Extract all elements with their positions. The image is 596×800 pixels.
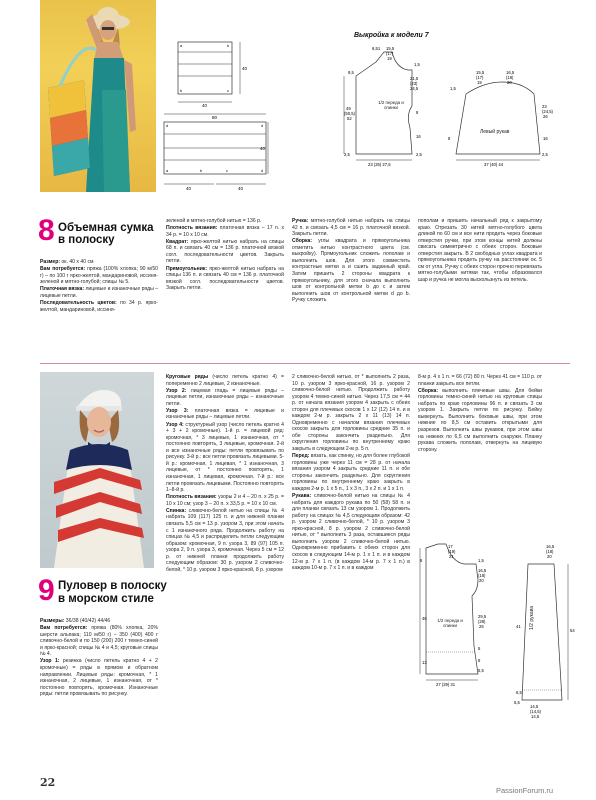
p9-sleeve-dim-0: 16,5 bbox=[546, 544, 555, 549]
model-8-photo bbox=[40, 0, 156, 192]
p7-sleeve-dim-4: (18) bbox=[506, 75, 514, 80]
p7-sleeve-dim-5: 20 bbox=[507, 80, 512, 85]
p7-front-dim-11: 52 bbox=[347, 116, 352, 121]
p7-sleeve-dim-8: (24,5) bbox=[542, 109, 553, 114]
model-8-title-line1: Объемная сумка bbox=[58, 222, 154, 234]
model-9-col4-paragraph-heading: Сборка: bbox=[418, 387, 439, 394]
model-9-col1-paragraph-text: 36/38 (40/42) 44/46 bbox=[64, 618, 111, 624]
model-9-col2-paragraph bbox=[166, 388, 284, 408]
model-8-col4-paragraph bbox=[418, 218, 542, 283]
model-9-col3-paragraph-text: вязать, как спинку, но для более глубокой горловины уже через 11 см = 28 р. от начала вязания узором 4 закрыть средние 11 п. и обе стороны закончить раздельно. Для скругления горловины по внутреннему краю закрыть в каждом 2-м р. 1 х 5 п., 1 х 3 п., 3 х 2 п. и 1 х 1 п. bbox=[292, 453, 410, 492]
page-number: 22 bbox=[40, 776, 56, 789]
model-9-col2-paragraph bbox=[166, 408, 284, 421]
p7-sleeve-dim-13: 8 bbox=[448, 136, 451, 141]
model-8-col2-paragraph-text: зеленой и мятно-голубой нитью = 136 р. bbox=[166, 218, 262, 224]
p9-front-dim-3: 6 bbox=[420, 558, 423, 563]
p7-sleeve-dim-9: 26 bbox=[543, 114, 548, 119]
model-8-col1-paragraph-text: лицевые и изнаночные ряды – лицевые петли. bbox=[40, 286, 158, 299]
p7-front-label: 1/2 переда и спинки bbox=[378, 100, 404, 110]
model-8-col1-paragraph bbox=[40, 266, 158, 286]
p9-front-dim-12: 5 bbox=[478, 646, 481, 651]
p9-front-dim-5: 16,5 bbox=[478, 568, 487, 573]
model-9-col1-paragraph-heading: Размеры: bbox=[40, 618, 65, 624]
p7-front-dim-9: 49 bbox=[346, 106, 351, 111]
model-9-title-line2: в морском стиле bbox=[58, 593, 154, 605]
model-8-col2-paragraph-text: ярко-желтой нитью набрать на спицы 136 п. и связать 40 см = 136 р. платочной вязкой согл. последовательности цветов. Закрыть петли. bbox=[166, 265, 284, 292]
p9-front-label bbox=[436, 618, 464, 628]
bag-mark-b3: b bbox=[200, 169, 203, 173]
pattern-7-title: Выкройка к модели 7 bbox=[354, 32, 429, 39]
bag-mark-a2: a bbox=[166, 169, 169, 173]
model-9-col4-paragraph bbox=[418, 374, 542, 387]
pattern-7-diagram bbox=[334, 42, 574, 182]
p7-front-dim-10: (50,5) bbox=[344, 111, 355, 116]
p9-sleeve-dim-9: 14,5 bbox=[531, 714, 540, 719]
model-8-number: 8 bbox=[38, 214, 55, 247]
model-9-col2-paragraph bbox=[166, 508, 284, 573]
p7-sleeve-dim-12: 37 (40) 44 bbox=[484, 162, 504, 167]
model-9-col3-paragraph bbox=[292, 493, 410, 572]
model-8-col2-paragraph-text: ярко-желтой нитью набрать на спицы 68 п. и связать 40 см = 136 р. платочной вязкой согл. последовательности цветов. Закрыть петли. bbox=[166, 238, 284, 265]
bag-mark-a1: a bbox=[180, 44, 183, 48]
p9-front-dim-9: 29,5 bbox=[478, 614, 487, 619]
bag-rect-height: 40 bbox=[260, 146, 266, 151]
p9-sleeve-dim-2: 20 bbox=[547, 554, 552, 559]
model-9-text-col4 bbox=[418, 374, 542, 534]
p7-sleeve-dim-10: 16 bbox=[543, 136, 548, 141]
model-8-col2-paragraph-heading: Квадрат: bbox=[166, 238, 189, 245]
p9-front-dim-13: 13 bbox=[422, 660, 427, 665]
p9-front-dim-2: 21 bbox=[449, 554, 454, 559]
model-8-col1-paragraph-text: по 34 р. ярко-желтой, мандариновой, иссиня- bbox=[40, 300, 158, 313]
p9-sleeve-dim-6: 5,5 bbox=[514, 700, 520, 705]
model-9-col2-paragraph-text: узоры 2 и 4 – 20 п. х 25 р. = 10 х 10 см; узор 3 – 20 п. х 33,5 р. = 10 х 10 см. bbox=[166, 494, 284, 507]
model-9-col1-paragraph-text: пряжа (80% хлопка, 20% шерсти альпака; 110 м/50 г) – 350 (400) 400 г сливочно-белой и по 150 (200) 200 г темно-синей и ярко-красной; спицы № 4 и 4,5; круговые спицы № 4. bbox=[40, 625, 158, 658]
p7-front-dim-13: 16 bbox=[416, 134, 421, 139]
model-8-text-col2 bbox=[166, 218, 284, 342]
p9-sleeve-dim-5: 6,5 bbox=[516, 690, 522, 695]
model-8-col2-paragraph bbox=[166, 266, 284, 292]
bag-mark-b2: b bbox=[180, 89, 183, 93]
model-8-col1-paragraph-text: ок. 40 х 40 см bbox=[60, 259, 94, 265]
model-8-col1-paragraph-heading: Платочная вязка: bbox=[40, 286, 85, 293]
p7-sleeve-dim-6: 1,5 bbox=[450, 86, 456, 91]
p9-front-dim-6: (18) bbox=[478, 573, 486, 578]
bag-bottom-left: 40 bbox=[186, 186, 192, 191]
model-8-col2-paragraph-heading: Плотность вязания: bbox=[166, 225, 218, 232]
model-8-col2-paragraph-text: платочная вязка – 17 п. х 34 р. = 10 х 10 см. bbox=[166, 225, 284, 238]
p9-front-dim-0: 17 bbox=[448, 544, 453, 549]
model-8-text-col1 bbox=[40, 259, 158, 341]
model-9-col2-paragraph-text: структурный узор (число петель кратно 4 + 3 + 2 кромочные). 1-й р. = лицевой ряд: кромочная, * 3 лицевые, 1 изнаночная, от * постоянно повторять, 3 лицевые, кромочная. 2-й и все изнаночные ряды: петли провязывать по рисунку. 3-й р.: все петли провязать лицевыми. 5-й р.: кромочная, 1 лицевая, * 1 изнаночная, 3 лицевые, от * постоянно повторять, 1 изнаночная, 1 лицевая, кромочная. 7-й р.: все петли провязать лицевыми. Постоянно повторять 1–8-й р. bbox=[166, 421, 284, 494]
model-8-col3-paragraph-heading: Ручка: bbox=[292, 218, 309, 224]
model-9-text-col2 bbox=[166, 374, 284, 774]
p7-front-dim-12: 8 bbox=[416, 110, 419, 115]
p7-sleeve-dim-2: 19 bbox=[477, 80, 482, 85]
model-9-text-col1 bbox=[40, 618, 158, 774]
p9-sleeve-dim-7: 14,5 bbox=[530, 704, 539, 709]
p7-sleeve-dim-7: 23 bbox=[542, 104, 547, 109]
pattern-9-diagram bbox=[418, 540, 578, 770]
model-9-col3-paragraph-text: 2 сливочно-белой нитью, от * выполнить 2 раза, 10 р. узором 3 ярко-красной, 16 р. узором 2 сливочно-белой нитью. Продолжить работу узором 4 темно-синей нитью. Через 17,5 см = 44 р. от начала вязания узором 4 закрыть с обеих сторон для плечевых скосов 1 х 12 (12) 14 п. и в каждом 2-м р. закрыть 2 х 11 (13) 14 п. Одновременно с началом вязания плечевых скосов закрыть для горловины средние 35 п. и обе стороны закончить раздельно. Для скругления горловины по внутреннему краю закрыть в следующем 2-м р. 5 п. bbox=[292, 374, 410, 453]
p9-front-dim-10: (28) bbox=[478, 619, 486, 624]
model-8-col2-paragraph bbox=[166, 225, 284, 238]
model-8-col1-paragraph bbox=[40, 286, 158, 299]
model-8-col3-paragraph bbox=[292, 238, 410, 303]
bag-mark-d1: d bbox=[166, 124, 169, 128]
p7-sleeve-dim-11: 2,5 bbox=[542, 152, 548, 157]
p9-front-dim-16: 27 (29) 31 bbox=[436, 682, 456, 687]
model-9-text-col3 bbox=[292, 374, 410, 774]
p7-front-dim-1: 15,5 bbox=[386, 46, 395, 51]
p7-front-label-text bbox=[374, 100, 408, 110]
p7-front-dim-7: (23) bbox=[410, 81, 418, 86]
p9-front-dim-4: 1,5 bbox=[478, 558, 484, 563]
model-9-col2-paragraph bbox=[166, 374, 284, 387]
bag-square-height: 40 bbox=[242, 66, 248, 71]
model-9-col2-paragraph-heading: Круговые ряды bbox=[166, 374, 209, 380]
model-9-col2-paragraph-text: (число петель кратно 4) = попеременно 2 лицевые, 2 изнаночные. bbox=[166, 374, 284, 387]
p7-front-dim-16: 23 (25) 27,5 bbox=[368, 162, 391, 167]
model-8-title-line2: в полоску bbox=[58, 234, 115, 246]
p7-front-dim-3: 19 bbox=[387, 56, 392, 61]
model-9-col2-paragraph-heading: Узор 2: bbox=[166, 387, 187, 394]
bag-diagram-svg bbox=[160, 38, 270, 200]
bag-mark-c1: c bbox=[227, 89, 229, 93]
model-9-col4-paragraph-text: 8-м р. 4 х 1 п. = 66 (72) 80 п. Через 41 см = 110 р. от планки закрыть все петли. bbox=[418, 374, 542, 387]
bag-diagram bbox=[160, 38, 270, 200]
p7-front-dim-0: 6,51 bbox=[372, 46, 381, 51]
p9-front-dim-11: 26 bbox=[479, 624, 484, 629]
model-9-col1-paragraph bbox=[40, 618, 158, 625]
model-9-col2-paragraph-heading: Спинка: bbox=[166, 507, 187, 514]
model-9-col2-paragraph-heading: Узор 4: bbox=[166, 421, 184, 428]
model-9-col3-paragraph-heading: Перед: bbox=[292, 453, 310, 460]
bag-square-width: 40 bbox=[202, 103, 208, 108]
model-8-col3-paragraph-heading: Сборка: bbox=[292, 238, 313, 245]
model-9-col3-paragraph bbox=[292, 374, 410, 453]
model-9-col3-paragraph bbox=[292, 453, 410, 492]
model-9-col2-paragraph-text: сливочно-белой нитью на спицы № 4 набрать 109 (117) 125 п. и для нижней планки связать 5,5 см = 13 р. узором 3, при этом начать с 1 изнаночного ряда. Продолжить работу на спицах № 4,5 и распределить петли следующим образом: кромочная, 9 п. узора 3, 89 (97) 105 п. узора 2, 9 п. узора 3, кромочная. Через 5 см = 12 р. от нижней планки продолжить работу следующим образом: 30 р. узором 2 сливочно-белой, * 10 р. узором 3 ярко-красной, 8 р. узором bbox=[166, 507, 284, 573]
model-9-col2-paragraph-heading: Узор 3: bbox=[166, 407, 189, 414]
p7-front-dim-14: 2,5 bbox=[344, 152, 350, 157]
model-9-col2-paragraph bbox=[166, 422, 284, 494]
model-8-col2-paragraph bbox=[166, 218, 284, 225]
p9-front-label-text: 1/2 переда и спинки bbox=[437, 618, 463, 628]
model-8-col3-paragraph-text: углы квадрата и прямоугольника отметить нитью контрастного цвета (см. выкройку). Прямоугольник сложить пополам и выполнить шов. Для этого совместить контрастные метки а и сшить заданный край. Затем пришить 2 стороны квадрата к прямоугольнику, для этого сначала выполнить шов от контрольной метки b до с и затем выполнить шов от контрольной метки d до b. Ручку сложить bbox=[292, 238, 410, 304]
section-divider bbox=[40, 363, 570, 364]
model-8-col1-paragraph-heading: Вам потребуется: bbox=[40, 266, 86, 273]
model-9-col1-paragraph bbox=[40, 658, 158, 697]
p9-front-dim-1: (19) bbox=[448, 549, 456, 554]
p7-sleeve-label-text: Левый рукав bbox=[480, 129, 510, 135]
model-9-col1-paragraph-heading: Вам потребуется: bbox=[40, 625, 88, 632]
model-9-col2-paragraph bbox=[166, 494, 284, 507]
model-9-col4-paragraph-text: выполнить плечевые швы. Для бейки горловины темно-синей нитью на круговые спицы набрать по краю горловины 96 п. и связать 3 см узором 1. Закрыть петли по рисунку. Бейку вывернуть. Выполнить боковые швы, при этом нижние по 8,5 см оставить открытыми для разрезов. Выполнить швы рукавов, при этом швы на нижних по 6,5 см выполнить снаружи. Планку рукава сложить пополам, отвернуть на лицевую сторону. bbox=[418, 387, 542, 453]
model-8-col3-paragraph bbox=[292, 218, 410, 238]
bag-mark-c2: c bbox=[226, 169, 228, 173]
model-9-photo bbox=[40, 372, 154, 568]
model-8-text-col4 bbox=[418, 218, 542, 342]
bag-mark-d3: d bbox=[261, 169, 264, 173]
model-9-number: 9 bbox=[38, 574, 55, 607]
p9-front-dim-14: 8 bbox=[478, 658, 481, 663]
p7-front-dim-5: 1,5 bbox=[414, 62, 420, 67]
model-8-col1-paragraph-text: пряжа (100% хлопка; 90 м/50 г) – по 100 г ярко-желтой, мандариновой, иссиня-зеленой и мятно-голубой; спицы № 5. bbox=[40, 266, 158, 286]
p9-sleeve-dim-3: 54 bbox=[570, 628, 575, 633]
p7-sleeve-dim-3: 16,5 bbox=[506, 70, 515, 75]
p7-front-dim-4: 9,5 bbox=[348, 70, 354, 75]
model-8-col2-paragraph bbox=[166, 239, 284, 265]
model-9-col2-paragraph-text: лицевая гладь = лицевые ряды – лицевые петли, изнаночные ряды – изнаночные петли. bbox=[166, 387, 284, 407]
p9-sleeve-dim-8: (14,5) bbox=[530, 709, 541, 714]
p7-sleeve-dim-0: 15,5 bbox=[476, 70, 485, 75]
model-9-col1-paragraph-text: резинка (число петель кратно 4 + 2 кромочные) = ряды в прямом и обратном направлении. Лицевые ряды: кромочная, * 1 изнаночная, 2 лицевые, 1 изнаночная, от * постоянно повторять, кромочная. Изнаночные ряды: петли провязывать по рисунку. bbox=[40, 658, 158, 698]
p7-front-dim-15: 2,5 bbox=[416, 152, 422, 157]
p7-front-dim-6: 21,5 bbox=[410, 76, 419, 81]
model-8-col2-paragraph-heading: Прямоугольник: bbox=[166, 265, 208, 272]
model-9-col2-paragraph-text: платочная вязка = лицевые и изнаночные ряды – лицевые петли. bbox=[166, 407, 284, 421]
bag-bottom-right: 40 bbox=[238, 186, 244, 191]
model-8-col1-paragraph bbox=[40, 300, 158, 313]
model-8-col4-paragraph-text: пополам и пришить начальный ряд к закрытому краю. Отрезать 30 нитей мятно-голубого цвета длиной по 60 см и все нити продеть через боковые отверстия ручки, при этом концы нитей должны свисать симметрично с обеих сторон. Боковые отверстия закрыть. В 2 свободных углах квадрата и прямоугольника продеть ручку на расстоянии ок. 5 см от угла. Ручку с обеих сторон прочно перевязать мятно-голубыми нитями так, чтобы образовался шар и ручка не могла выскользнуть из петель. bbox=[418, 218, 542, 283]
model-8-col1-paragraph-heading: Последовательность цветов: bbox=[40, 300, 117, 307]
model-9-title-line1: Пуловер в полоску bbox=[58, 580, 167, 592]
model-9-col1-paragraph-heading: Узор 1: bbox=[40, 658, 60, 665]
model-8-col1-paragraph bbox=[40, 259, 158, 266]
p7-front-dim-2: (17) bbox=[386, 51, 394, 56]
p9-front-dim-7: 20 bbox=[479, 578, 484, 583]
p7-front-dim-8: 24,5 bbox=[410, 86, 419, 91]
model-9-col3-paragraph-heading: Рукава: bbox=[292, 493, 312, 500]
p9-front-dim-8: 46 bbox=[422, 616, 427, 621]
model-8-col3-paragraph-text: мятно-голубой нитью набрать на спицы 42 п. и связать 4,5 см = 16 р. платочной вязкой. Закрыть петли. bbox=[292, 218, 410, 238]
p9-sleeve-label: 1/2 рукава bbox=[529, 605, 535, 630]
model-9-col2-paragraph-heading: Плотность вязания: bbox=[166, 494, 217, 501]
watermark: PassionForum.ru bbox=[496, 786, 554, 795]
model-8-col1-paragraph-heading: Размер: bbox=[40, 259, 61, 265]
model-9-col4-paragraph bbox=[418, 388, 542, 453]
bag-mark-d2: d bbox=[261, 124, 264, 128]
model-9-col1-paragraph bbox=[40, 625, 158, 658]
p9-sleeve-dim-1: (18) bbox=[546, 549, 554, 554]
p7-sleeve-dim-1: (17) bbox=[476, 75, 484, 80]
p9-front-dim-15: 5,5 bbox=[478, 668, 484, 673]
model-9-col3-paragraph-text: сливочно-белой нитью на спицы № 4 набрать для каждого рукава по 50 (58) 58 п. и для планки связать 13 см узором 1. Продолжить работу на спицах № 4,5 следующим образом: 42 р. узором 2 сливочно-белой, * 10 р. узором 3 ярко-красной, 8 р. узором 2 сливочно-белой нитью, от * выполнить 3 раза, оставшиеся ряды выполнить узором 2 сливочно-белой нитью. Одновременно прибавить с обеих сторон для скосов в следующем 14-м р. 1 х 1 п. и в каждом 12-м р. 7 х 1 п. (в каждом 14-м р. 7 х 1 п.) в каждом 10-м р. 7 х 1 п. и в каждом bbox=[292, 493, 410, 572]
p9-sleeve-dim-4: 41 bbox=[516, 624, 521, 629]
bag-rect-width: 80 bbox=[212, 115, 218, 120]
bag-mark-b1: b bbox=[227, 44, 230, 48]
model-8-text-col3 bbox=[292, 218, 410, 342]
